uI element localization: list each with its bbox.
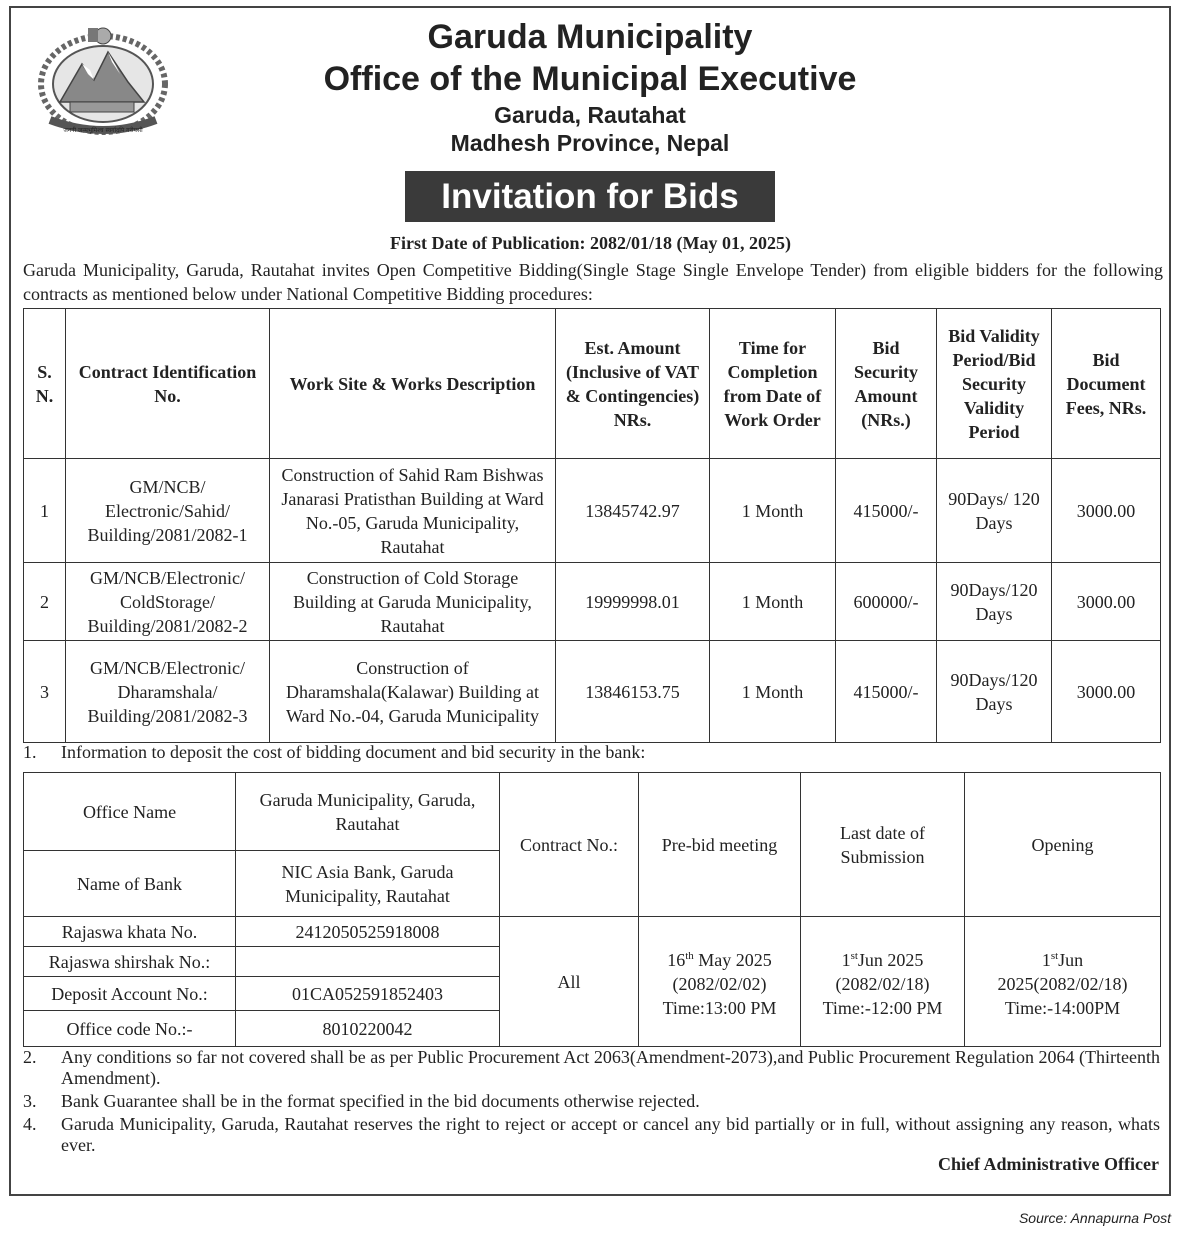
list-item [23, 1114, 1160, 1156]
shirshak-value [236, 947, 500, 977]
row-completion-time: 1 Month [710, 641, 836, 743]
row-bid-validity: 90Days/120 Days [937, 641, 1052, 743]
row-sn: 3 [24, 641, 66, 743]
prebid-time: Time:13:00 PM [662, 997, 777, 1018]
khata-label: Rajaswa khata No. [24, 917, 236, 947]
bid-table [23, 308, 1161, 743]
contract-no-value: All [500, 917, 639, 1047]
row-est-amount: 13846153.75 [556, 641, 710, 743]
header-completion-time: Time for Completion from Date of Work Order [710, 309, 836, 459]
row-completion-time: 1 Month [710, 563, 836, 641]
note-text: Information to deposit the cost of bidding document and bid security in the bank: [61, 742, 646, 762]
municipality-title: Garuda Municipality [427, 18, 753, 56]
intro-paragraph: Garuda Municipality, Garuda, Rautahat invites Open Competitive Bidding(Single Stage Single Envelope Tender) from eligible bidders for the following contracts as mentioned below under National Competitive Bidding procedures: [23, 260, 1163, 304]
bank-row [24, 773, 1161, 851]
note-text: Garuda Municipality, Garuda, Rautahat reserves the right to reject or accept or cancel any bid partially or in full, without assigning any reason, whats ever. [61, 1114, 1160, 1155]
deposit-label: Deposit Account No.: [24, 977, 236, 1011]
note-number: 2. [23, 1047, 37, 1067]
submission-day: 1 [841, 949, 851, 970]
notes-list [23, 1047, 1160, 1158]
header-sn: S. N. [24, 309, 66, 459]
row-bid-security: 415000/- [836, 459, 937, 563]
submission-date: Jun 2025 [857, 949, 924, 970]
row-doc-fees: 3000.00 [1052, 459, 1161, 563]
header-work-site: Work Site & Works Description [270, 309, 556, 459]
list-item [23, 1047, 1160, 1089]
note-1 [23, 742, 645, 763]
opening-label: Opening [965, 773, 1161, 917]
bank-name-value: NIC Asia Bank, Garuda Municipality, Rautahat [236, 851, 500, 917]
opening-date: Jun [1058, 949, 1084, 970]
office-code-label: Office code No.:- [24, 1011, 236, 1047]
shirshak-label: Rajaswa shirshak No.: [24, 947, 236, 977]
header-bid-security: Bid Security Amount (NRs.) [836, 309, 937, 459]
row-doc-fees: 3000.00 [1052, 563, 1161, 641]
row-bid-security: 600000/- [836, 563, 937, 641]
khata-value: 2412050525918008 [236, 917, 500, 947]
office-code-value: 8010220042 [236, 1011, 500, 1047]
emblem-caption: जननी जन्मभूमिश्च स्वर्गादपि गरीयसी [63, 127, 143, 134]
note-text: Any conditions so far not covered shall be as per Public Procurement Act 2063(Amendment-2073),and Public Procurement Regulation 2064 (Thirteenth Amendment). [61, 1047, 1160, 1088]
row-contract-id: GM/NCB/Electronic/ ColdStorage/ Building/2081/2082-2 [66, 563, 270, 641]
prebid-day: 16 [667, 949, 686, 970]
note-number: 4. [23, 1114, 37, 1134]
opening-nepali-date: 2025(2082/02/18) [997, 973, 1128, 994]
bid-table-header-row [24, 309, 1161, 459]
publication-date: First Date of Publication: 2082/01/18 (May 01, 2025) [390, 233, 791, 253]
row-contract-id: GM/NCB/ Electronic/Sahid/ Building/2081/2082-1 [66, 459, 270, 563]
bank-name-label: Name of Bank [24, 851, 236, 917]
header-bid-validity: Bid Validity Period/Bid Security Validity Period [937, 309, 1052, 459]
row-work-site: Construction of Sahid Ram Bishwas Janarasi Pratisthan Building at Ward No.-05, Garuda Municipality, Rautahat [270, 459, 556, 563]
office-name-value: Garuda Municipality, Garuda, Rautahat [236, 773, 500, 851]
row-bid-validity: 90Days/120 Days [937, 563, 1052, 641]
row-est-amount: 13845742.97 [556, 459, 710, 563]
prebid-value [639, 917, 801, 1047]
prebid-label: Pre-bid meeting [639, 773, 801, 917]
opening-time: Time:-14:00PM [1004, 997, 1121, 1018]
header-doc-fees: Bid Document Fees, NRs. [1052, 309, 1161, 459]
opening-suffix: st [1050, 949, 1059, 962]
header-contract-id: Contract Identification No. [66, 309, 270, 459]
header-est-amount: Est. Amount (Inclusive of VAT & Contingencies) NRs. [556, 309, 710, 459]
nepal-emblem-icon [32, 22, 174, 140]
invitation-banner: Invitation for Bids [405, 171, 775, 222]
table-row [24, 563, 1161, 641]
row-doc-fees: 3000.00 [1052, 641, 1161, 743]
submission-label: Last date of Submission [801, 773, 965, 917]
opening-value [965, 917, 1161, 1047]
table-row [24, 641, 1161, 743]
contract-no-label: Contract No.: [500, 773, 639, 917]
province-line: Madhesh Province, Nepal [450, 130, 730, 156]
submission-nepali-date: (2082/02/18) [835, 973, 930, 994]
location-line: Garuda, Rautahat [494, 102, 686, 128]
row-bid-security: 415000/- [836, 641, 937, 743]
table-row [24, 459, 1161, 563]
row-work-site: Construction of Dharamshala(Kalawar) Building at Ward No.-04, Garuda Municipality [270, 641, 556, 743]
office-title: Office of the Municipal Executive [323, 60, 857, 98]
source-credit: Source: Annapurna Post [1018, 1210, 1171, 1226]
submission-value [801, 917, 965, 1047]
row-work-site: Construction of Cold Storage Building at Garuda Municipality, Rautahat [270, 563, 556, 641]
bank-row [24, 917, 1161, 947]
note-number: 3. [23, 1091, 37, 1111]
submission-time: Time:-12:00 PM [822, 997, 943, 1018]
row-est-amount: 19999998.01 [556, 563, 710, 641]
row-sn: 1 [24, 459, 66, 563]
row-completion-time: 1 Month [710, 459, 836, 563]
prebid-suffix: th [685, 949, 694, 962]
note-text: Bank Guarantee shall be in the format specified in the bid documents otherwise rejected. [61, 1091, 700, 1111]
office-name-label: Office Name [24, 773, 236, 851]
submission-suffix: st [850, 949, 858, 962]
prebid-nepali-date: (2082/02/02) [672, 973, 767, 994]
signature-title: Chief Administrative Officer [938, 1154, 1159, 1174]
row-contract-id: GM/NCB/Electronic/ Dharamshala/ Building/2081/2082-3 [66, 641, 270, 743]
row-sn: 2 [24, 563, 66, 641]
note-number: 1. [23, 742, 37, 762]
prebid-date: May 2025 [693, 949, 772, 970]
opening-day: 1 [1041, 949, 1051, 970]
deposit-value: 01CA052591852403 [236, 977, 500, 1011]
bank-info-table [23, 772, 1161, 1047]
row-bid-validity: 90Days/ 120 Days [937, 459, 1052, 563]
list-item [23, 1091, 1160, 1112]
